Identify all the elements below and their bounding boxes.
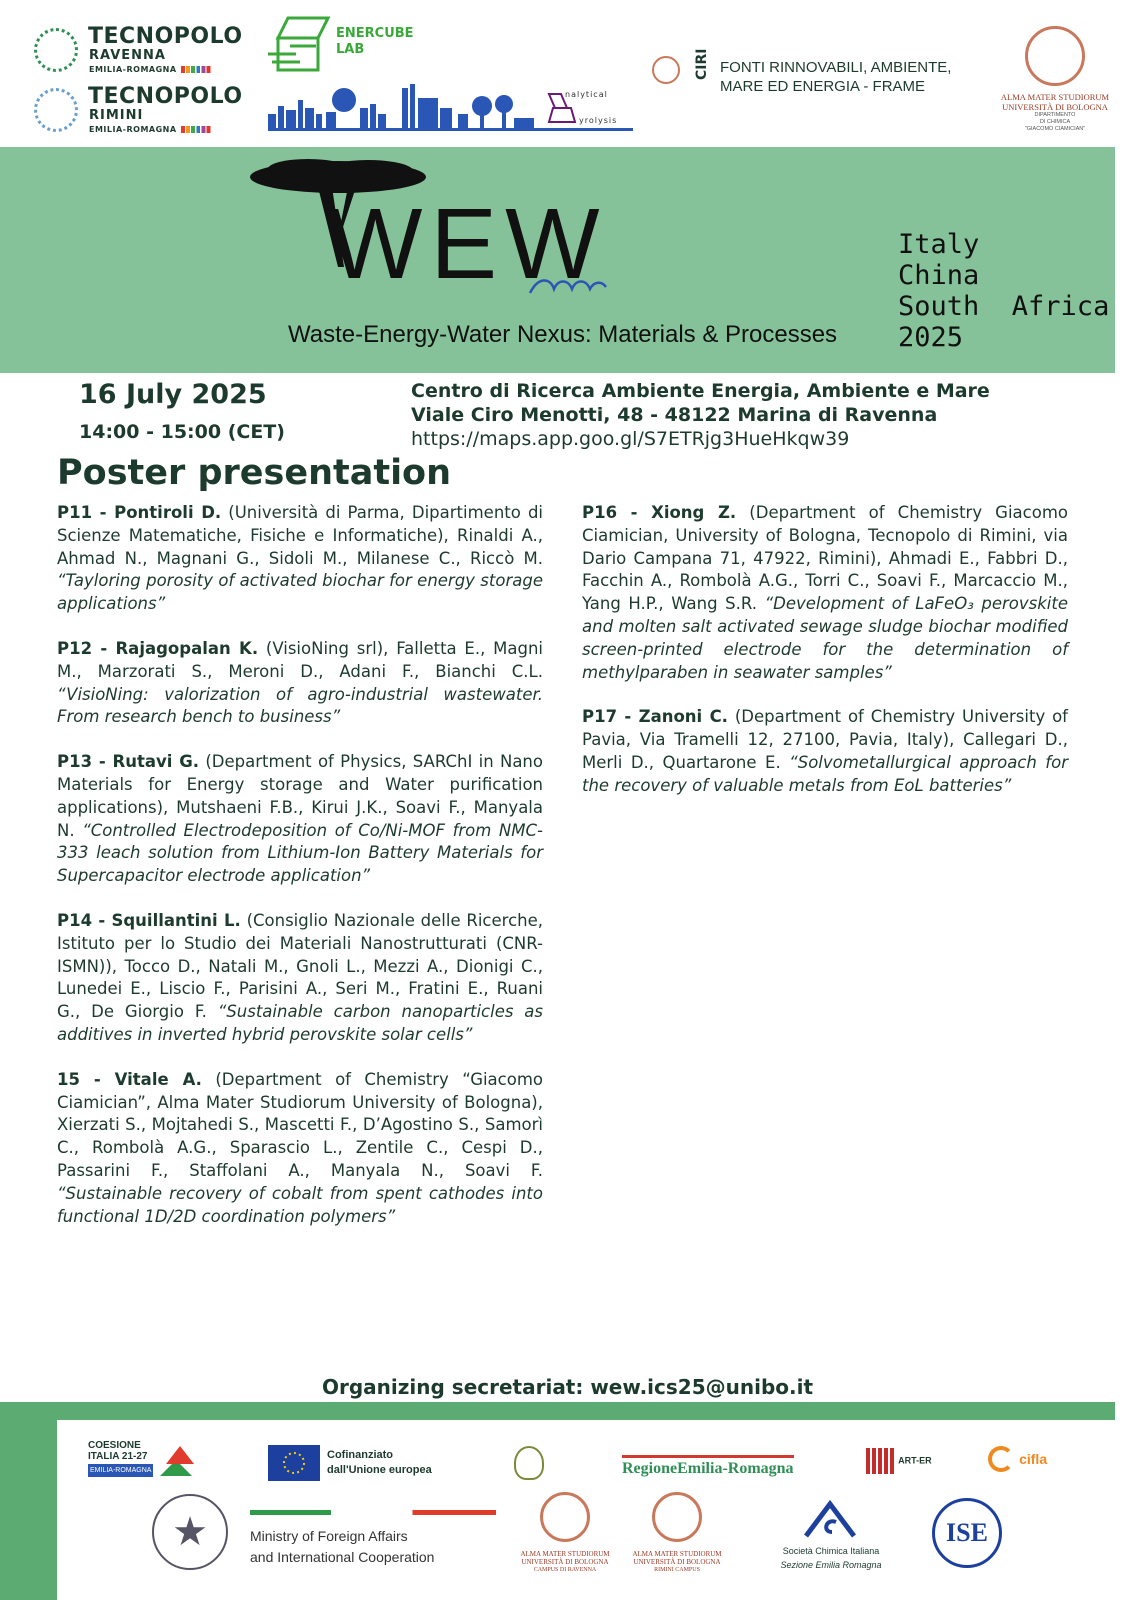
tecnopolo-ravenna-region: EMILIA-ROMAGNA: [89, 65, 213, 74]
ciri-frame-name: FONTI RINNOVABILI, AMBIENTE, MARE ED ENERGIA - FRAME: [720, 59, 952, 95]
cifla-logo: cifla: [988, 1446, 1047, 1472]
ministry-stripe: [250, 1510, 496, 1515]
ise-logo: ISE: [932, 1498, 1002, 1568]
venue-name: Centro di Ricerca Ambiente Energia, Ambiente e Mare: [411, 380, 990, 402]
alma-rimini-label: ALMA MATER STUDIORUM UNIVERSITÀ DI BOLOGNA RIMINI CAMPUS: [632, 1550, 722, 1573]
enercube-icon: [266, 14, 336, 74]
section-title: Poster presentation: [57, 453, 452, 493]
event-date: 16 July 2025: [79, 379, 267, 410]
alma-mater-dept-label: ALMA MATER STUDIORUM UNIVERSITÀ DI BOLOGNA DIPARTIMENTO DI CHIMICA "GIACOMO CIAMICIAN": [1000, 92, 1110, 132]
enercube-label: ENERCUBE LAB: [336, 26, 414, 57]
pyrolysis-label: yrolysis: [579, 116, 618, 125]
poster-list-right: [582, 502, 1068, 820]
enercube-lab-logo: [266, 14, 426, 76]
coesione-arrow-icon: [156, 1440, 196, 1480]
cifla-icon: [988, 1446, 1014, 1472]
title-banner: [0, 147, 1115, 373]
poster-list-left: [57, 502, 543, 1250]
unibo-seal-small: [652, 56, 680, 84]
regione-emilia-romagna-logo: RegioneEmilia-Romagna: [622, 1455, 794, 1478]
organizing-secretariat: Organizing secretariat: wew.ics25@unibo.it: [322, 1375, 814, 1399]
tecnopolo-rimini-logo: [34, 84, 249, 136]
tecnopolo-rimini-icon: [34, 88, 78, 132]
eu-flag-icon: [268, 1445, 320, 1481]
tecnopolo-ravenna-icon: [34, 28, 78, 72]
ciri-tag: CIRI: [694, 48, 710, 80]
alma-ravenna-seal: [540, 1492, 590, 1542]
art-er-logo: ART-ER: [866, 1448, 932, 1474]
wave-icon: [528, 273, 608, 299]
alma-rimini-seal: [652, 1492, 702, 1542]
event-tagline: Waste-Energy-Water Nexus: Materials & Processes: [288, 321, 838, 348]
poster-entry-p13: P13 - Rutavi G. (Department of Physics, SARChI in Nano Materials for Energy storage and Water purification applications), Mutshaeni F.B., Kirui J.K., Soavi F., Manyala N. “Controlled Electrodeposition of Co/Ni-MOF from NMC-333 leach solution from Lithium-Ion Battery Materials for Supercapacitor electrode application”: [57, 752, 543, 886]
italian-republic-emblem: [514, 1446, 544, 1480]
alma-ravenna-label: ALMA MATER STUDIORUM UNIVERSITÀ DI BOLOGNA CAMPUS DI RAVENNA: [520, 1550, 610, 1573]
poster-entry-p15: 15 - Vitale A. (Department of Chemistry “Giacomo Ciamician”, Alma Mater Studiorum University of Bologna), Xierzati S., Mojtahedi S., Mascetti F., D’Agostino S., Samorì C., Rombolà A.G., Sparascio L., Zentile C., Cespi D., Passarini F., Staffolani A., Manyala N., Soavi F. “Sustainable recovery of cobalt from spent cathodes into functional 1D/2D coordination polymers”: [57, 1069, 544, 1226]
tecnopolo-rimini-city: RIMINI: [89, 108, 144, 123]
event-time: 14:00 - 15:00 (CET): [79, 421, 285, 443]
poster-entry-p17: P17 - Zanoni C. (Department of Chemistry University of Pavia, Via Tramelli 12, 27100, Pavia, Italy), Callegari D., Merli D., Quartarone E. “Solvometallurgical approach for the recovery of valuable metals from EoL batteries”: [582, 707, 1068, 795]
alma-mater-seal: [1025, 26, 1085, 86]
tecnopolo-ravenna-name: TECNOPOLO: [88, 24, 243, 49]
tecnopolo-rimini-region: EMILIA-ROMAGNA: [89, 125, 213, 134]
venue-address: Viale Ciro Menotti, 48 - 48122 Marina di Ravenna: [411, 404, 938, 426]
map-link[interactable]: https://maps.app.goo.gl/S7ETRjg3HueHkqw39: [411, 428, 850, 450]
sci-logo-icon: [802, 1500, 858, 1540]
italy-emblem-star: ★: [152, 1494, 228, 1570]
analytical-label: nalytical: [565, 90, 608, 99]
analytical-pyrolysis-logo: [545, 88, 635, 128]
countries-list: Italy China South Africa 2025: [898, 229, 1110, 353]
coesione-logo: COESIONE ITALIA 21-27 EMILIA-ROMAGNA: [88, 1440, 153, 1477]
poster-entry-p16: P16 - Xiong Z. (Department of Chemistry Giacomo Ciamician, University of Bologna, Tecnopolo di Rimini, via Dario Campana 71, 47922, Rimini), Ahmadi E., Fabbri D., Facchin A., Rombolà A.G., Torri C., Soavi F., Marcaccio M., Yang H.P., Wang S.R. “Development of LaFeO₃ perovskite and molten salt activated sewage sludge biochar modified screen-printed electrode for the determination of methylparaben in seawater samples”: [582, 503, 1069, 682]
tecnopolo-ravenna-city: RAVENNA: [89, 48, 166, 63]
eu-cofinanced-label: Cofinanziato dall'Unione europea: [327, 1449, 432, 1476]
sci-label: Società Chimica Italiana Sezione Emilia Romagna: [780, 1546, 882, 1570]
poster-entry-p11: P11 - Pontiroli D. (Università di Parma, Dipartimento di Scienze Matematiche, Fisiche e Informatiche), Rinaldi A., Ahmad N., Magnani G., Sidoli M., Milanese C., Riccò M. “Tayloring porosity of activated biochar for energy storage applications”: [57, 503, 543, 614]
tecnopolo-rimini-name: TECNOPOLO: [88, 84, 243, 109]
tecnopolo-ravenna-logo: [34, 24, 249, 76]
poster-entry-p12: P12 - Rajagopalan K. (VisioNing srl), Falletta E., Magni M., Marzorati S., Meroni D., Adani F., Bianchi C.L. “VisioNing: valorization of agro-industrial wastewater. From research bench to business”: [57, 638, 544, 727]
poster-entry-p14: P14 - Squillantini L. (Consiglio Nazionale delle Ricerche, Istituto per lo Studio dei Materiali Nanostrutturati (CNR-ISMN)), Tocco D., Natali M., Gnoli L., Mezzi A., Dionigi C., Lunedei E., Liscio F., Parisini A., Seri M., Fratini E., Ruani G., De Giorgio F. “Sustainable carbon nanoparticles as additives in inverted hybrid perovskite solar cells”: [57, 910, 544, 1044]
ministry-foreign-affairs-label: Ministry of Foreign Affairs and International Cooperation: [250, 1528, 435, 1565]
wew-logo-text: WEW: [328, 188, 608, 300]
